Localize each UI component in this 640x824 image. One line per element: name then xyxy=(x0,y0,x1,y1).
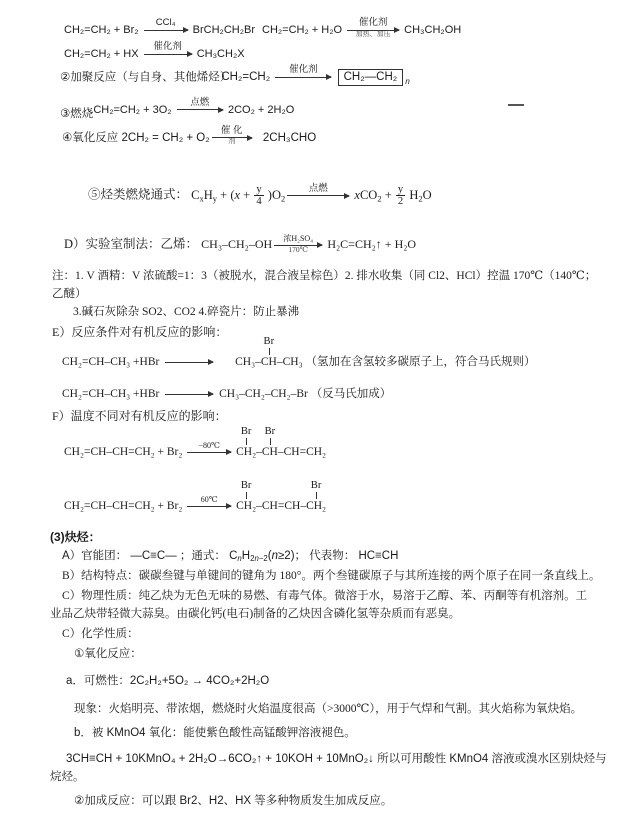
numerator: y xyxy=(397,184,404,195)
product: CH₃CH₂OH xyxy=(404,24,462,36)
reactants: CH₂=CH₂ + H₂O xyxy=(262,24,343,36)
alkyne-item-c-physical-line-1: C）物理性质：纯乙炔为无色无味的易燃、有毒气体。微溶于水，易溶于乙醇、苯、丙酮等有机溶剂。工 xyxy=(62,590,588,602)
arrow-catalyst-polymer xyxy=(275,64,331,78)
fraction-y-over-2 xyxy=(396,184,405,207)
rule-note: （氢加在含氢较多碳原子上，符合马氏规则） xyxy=(305,356,536,368)
substituent-br: Br xyxy=(240,426,252,438)
condition-top-label: 催化剂 xyxy=(358,17,388,29)
condition-label: CCl₄ xyxy=(155,17,176,29)
arrow-ignite-general xyxy=(287,183,349,196)
alkyne-item-c-chemical: C）化学性质： xyxy=(62,628,139,640)
reaction-1-4-addition xyxy=(64,480,327,513)
reaction-combustion xyxy=(60,97,295,120)
product-prefix: CH₃– xyxy=(235,356,261,368)
arrow-catalyst-oxidation xyxy=(212,125,252,146)
section-d-lab-preparation xyxy=(64,233,417,254)
condition-label: 60℃ xyxy=(200,495,218,505)
substituent-br: Br xyxy=(240,480,252,492)
lab-prep-note-line-1: 注：1. V 酒精：V 浓硫酸=1：3（被脱水，混合液呈棕色）2. 排水收集（同 Cl2、HCl）控温 170℃（140℃； xyxy=(52,270,597,282)
reactants: CH₂=CH₂ + 3O₂ xyxy=(93,104,172,116)
page-artifact-dash xyxy=(508,104,524,106)
reaction-anti-markovnikov xyxy=(62,388,391,401)
alkyne-combustion-equation: a．可燃性：2C₂H₂+5O₂ → 4CO₂+2H₂O xyxy=(66,675,270,687)
products: 2CO₂ + 2H₂O xyxy=(227,104,295,116)
product-tail: –CH=CH₂ xyxy=(277,446,327,458)
numerator: y xyxy=(256,184,262,195)
rule-note: （反马氏加成） xyxy=(310,388,392,400)
arrow-plain xyxy=(165,362,213,363)
arrow-catalyst xyxy=(144,41,192,55)
denominator: 4 xyxy=(256,196,262,208)
reactants: CH₂=CH–CH₃ +HBr xyxy=(62,356,160,368)
label-functional-group: A）官能团： xyxy=(62,550,128,562)
item-label: ④氧化反应 xyxy=(62,132,119,144)
product: CH₃–CH₂–CH₂–Br xyxy=(219,388,308,400)
lab-prep-note-line-2: 乙醚） xyxy=(52,288,87,300)
reaction-ethylene-hx xyxy=(64,41,245,60)
condition-top-label: 浓H₂SO₄ xyxy=(283,233,313,243)
reactants: 2CH₂ = CH₂ + O₂ xyxy=(121,132,210,144)
bond-dash: – xyxy=(256,446,262,458)
substituent-br: Br xyxy=(264,426,276,438)
reactants: CH₂=CH₂ + HX xyxy=(64,48,139,60)
bond-stick xyxy=(269,348,270,355)
formula-right: xCO$_2$ + xyxy=(354,187,392,203)
atom-group: CH₂ xyxy=(236,500,257,512)
bond-stick xyxy=(270,438,271,445)
section-e-heading: E）反应条件对有机反应的影响： xyxy=(52,325,228,339)
section-label: D）实验室制法：乙烯： xyxy=(64,237,199,251)
alkyne-kmno4-equation-line-2: 烷烃。 xyxy=(50,771,85,783)
arrow-catalyst-heat-pressure xyxy=(347,17,399,38)
arrow-conc-h2so4-170 xyxy=(274,233,322,254)
formula-mid: )$O_2$ xyxy=(267,187,286,203)
product: H₂C=CH₂↑ + H₂O xyxy=(327,237,417,251)
substituent-br: Br xyxy=(263,336,275,348)
reactants: CH₂=CH₂ + Br₂ xyxy=(64,24,139,36)
alkyne-item-a xyxy=(62,550,398,564)
bond-stick xyxy=(316,492,317,499)
condition-bottom-label: 剂 xyxy=(228,138,236,146)
section-f-heading: F）温度不同对有机反应的影响： xyxy=(52,409,227,423)
c4-with-br xyxy=(306,480,327,513)
reaction-ethylene-water xyxy=(262,17,462,38)
alkyne-kmno4-heading: b．被 KMnO4 氧化：能使紫色酸性高锰酸钾溶液褪色。 xyxy=(74,727,356,739)
condition-label: −80℃ xyxy=(198,441,220,451)
reactant: CH₃–CH₂–OH xyxy=(201,237,273,251)
atom-group: CH xyxy=(261,446,278,458)
product: BrCH₂CH₂Br xyxy=(192,24,255,36)
representative-value: HC≡CH xyxy=(358,550,399,562)
reaction-oxidation xyxy=(62,125,317,146)
condition-label: 点燃 xyxy=(308,183,328,194)
condition-bottom-label: 加热、加压 xyxy=(355,30,391,38)
bond-stick xyxy=(246,492,247,499)
label-representative: 代表物： xyxy=(309,550,356,562)
reaction-markovnikov xyxy=(62,336,536,369)
center-atom: CH xyxy=(260,356,277,368)
product-center-with-br xyxy=(260,336,277,369)
condition-label: 催化剂 xyxy=(153,41,182,53)
reactants: CH₂=CH–CH=CH₂ + Br₂ xyxy=(64,446,183,458)
arrow-minus-80c xyxy=(187,441,231,453)
formula-left: $C_xH_y + (x$ + xyxy=(191,187,251,203)
item-label: ③燃烧 xyxy=(60,108,94,120)
atom-group: CH₂ xyxy=(306,500,327,512)
product: CH₃CH₂X xyxy=(196,48,245,60)
denominator: 2 xyxy=(397,196,404,208)
condition-top-label: 催 化 xyxy=(220,125,243,137)
condition-label: 催化剂 xyxy=(289,64,318,76)
c1-with-br xyxy=(236,480,257,513)
reactants: CH₂=CH–CH₃ +HBr xyxy=(62,388,160,400)
lab-prep-note-line-3: 3.碱石灰除杂 SO2、CO2 4.碎瓷片：防止暴沸 xyxy=(73,306,300,318)
alkyne-section-heading: (3)炔烃： xyxy=(50,530,101,544)
item-label: ②加聚反应（与自身、其他烯烃） xyxy=(60,71,232,84)
products: 2CH₃CHO xyxy=(262,132,317,144)
reactants: CH₂=CH–CH=CH₂ + Br₂ xyxy=(64,500,183,512)
alkyne-kmno4-equation-line-1: 3CH≡CH + 10KMnO₄ + 2H₂O→6CO₂↑ + 10KOH + 10MnO₂↓ 所以可用酸性 KMnO4 溶液或溴水区别炔烃与 xyxy=(66,753,607,765)
reaction-1-2-addition xyxy=(64,426,327,459)
alkyne-oxidation-heading: ①氧化反应： xyxy=(74,648,142,660)
functional-group-value: —C≡C— xyxy=(130,550,177,562)
c2-with-br xyxy=(261,426,278,459)
reaction-addition-polymerization xyxy=(60,64,410,87)
atom-group: CH₂ xyxy=(236,446,257,458)
product-suffix: –CH₃ xyxy=(276,356,303,368)
c1-with-br xyxy=(236,426,257,459)
condition-bottom-label: 170℃ xyxy=(288,244,309,254)
product-middle: –CH=CH– xyxy=(256,500,307,512)
polymer-bracket xyxy=(338,69,404,86)
alkyne-combustion-phenomenon: 现象：火焰明亮、带浓烟，燃烧时火焰温度很高（>3000℃），用于气焊和气割。其火焰称为氧炔焰。 xyxy=(74,703,583,715)
condition-label: 点燃 xyxy=(190,97,210,109)
reactant: CH₂=CH₂ xyxy=(221,71,271,84)
alkyne-item-b-structure: B）结构特点：碳碳叁键与单键间的键角为 180°。两个叁键碳原子与其所连接的两个原子在同一条直线上。 xyxy=(62,570,601,582)
item-label: ⑤烃类燃烧通式： xyxy=(88,187,189,202)
general-formula-value: $C_nH_{2n-2}(n\ge 2)$； xyxy=(229,550,307,564)
bond-stick xyxy=(246,438,247,445)
repeat-unit: CH₂—CH₂ xyxy=(343,71,398,83)
formula-tail: $H_2O$ xyxy=(409,187,432,203)
arrow-plain xyxy=(165,394,213,395)
polymer-subscript: n xyxy=(405,77,410,87)
fraction-y-over-4 xyxy=(254,184,263,207)
alkyne-item-c-physical-line-2: 业品乙炔带轻微大蒜臭。由碳化钙(电石)制备的乙炔因含磷化氢等杂质而有恶臭。 xyxy=(50,608,461,620)
arrow-ignite xyxy=(177,97,223,110)
substituent-br: Br xyxy=(310,480,322,492)
reaction-ethylene-bromine xyxy=(64,17,255,36)
arrow-ccl4 xyxy=(144,17,188,31)
alkyne-addition-reaction: ②加成反应：可以跟 Br2、H2、HX 等多种物质发生加成反应。 xyxy=(74,795,393,807)
label-general-formula: ；通式： xyxy=(179,550,226,562)
arrow-60c xyxy=(187,495,231,507)
formula-general-combustion xyxy=(88,184,432,207)
